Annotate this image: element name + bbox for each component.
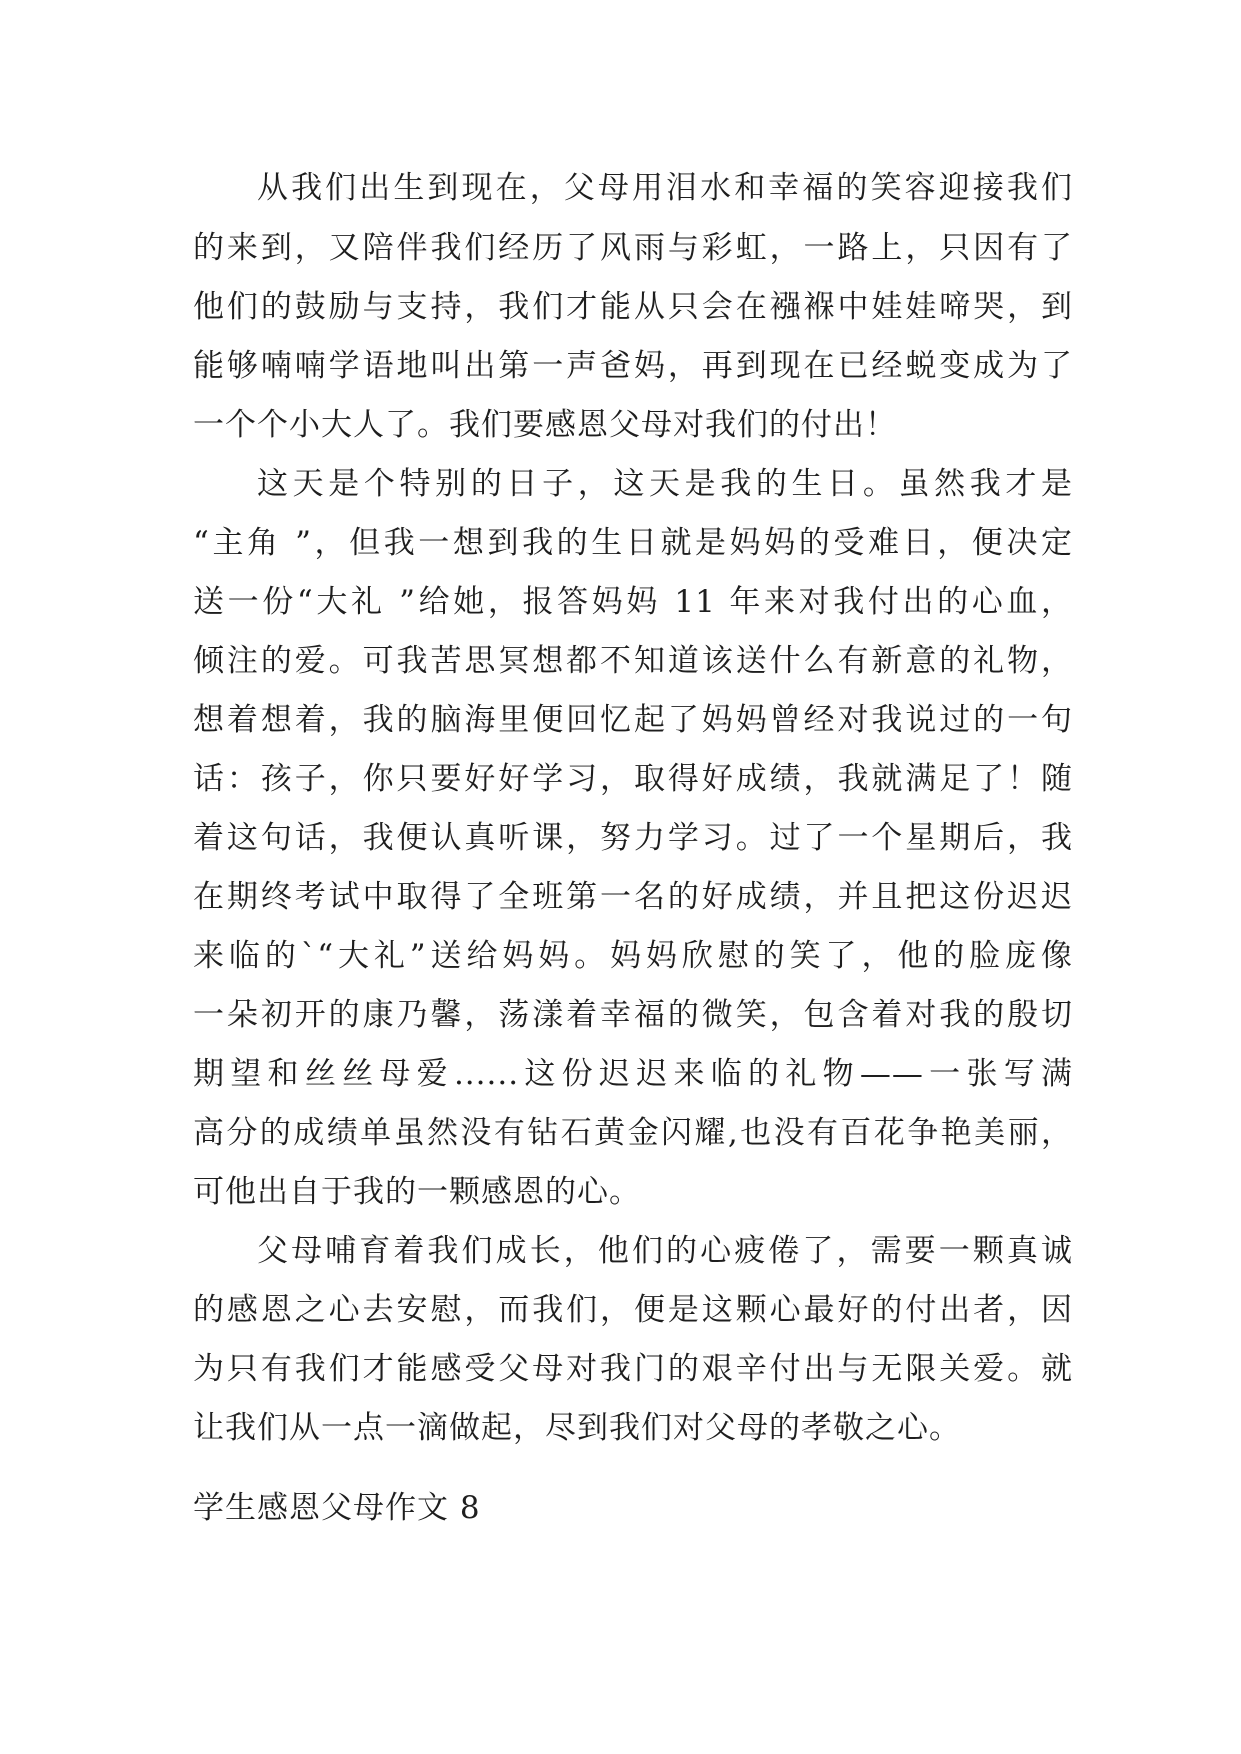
paragraph-2-line-5: 想着想着，我的脑海里便回忆起了妈妈曾经对我说过的一句 [193,702,1073,738]
paragraph-2-line-1: 这天是个特别的日子，这天是我的生日。虽然我才是 [257,466,1073,502]
paragraph-1-line-3: 他们的鼓励与支持，我们才能从只会在襁褓中娃娃啼哭，到 [193,289,1073,325]
paragraph-3-line-3: 为只有我们才能感受父母对我门的艰辛付出与无限关爱。就 [193,1351,1073,1387]
paragraph-2-line-10: 一朵初开的康乃馨，荡漾着幸福的微笑，包含着对我的殷切 [193,997,1073,1033]
paragraph-1-line-1: 从我们出生到现在，父母用泪水和幸福的笑容迎接我们 [257,170,1073,206]
paragraph-1-line-4: 能够喃喃学语地叫出第一声爸妈，再到现在已经蜕变成为了 [193,348,1073,384]
paragraph-1-line-5: 一个个小大人了。我们要感恩父母对我们的付出！ [193,407,897,443]
paragraph-3-line-2: 的感恩之心去安慰，而我们，便是这颗心最好的付出者，因 [193,1292,1073,1328]
paragraph-1-line-2: 的来到，又陪伴我们经历了风雨与彩虹，一路上，只因有了 [193,230,1073,266]
paragraph-2-line-2: “主角 ”，但我一想到我的生日就是妈妈的受难日，便决定 [193,525,1073,561]
paragraph-2-line-4: 倾注的爱。可我苦思冥想都不知道该送什么有新意的礼物， [193,643,1073,679]
paragraph-2-line-7: 着这句话，我便认真听课，努力学习。过了一个星期后，我 [193,820,1073,856]
section-heading: 学生感恩父母作文 8 [193,1490,481,1526]
paragraph-3-line-1: 父母哺育着我们成长，他们的心疲倦了，需要一颗真诚 [257,1233,1073,1269]
paragraph-3-line-4: 让我们从一点一滴做起，尽到我们对父母的孝敬之心。 [193,1410,961,1446]
paragraph-2-line-3: 送一份“大礼 ”给她，报答妈妈 11 年来对我付出的心血， [193,584,1073,620]
paragraph-2-line-11: 期望和丝丝母爱......这份迟迟来临的礼物——一张写满 [193,1056,1073,1092]
paragraph-2-line-9: 来临的`“大礼”送给妈妈。妈妈欣慰的笑了，他的脸庞像 [193,938,1073,974]
paragraph-2-line-8: 在期终考试中取得了全班第一名的好成绩，并且把这份迟迟 [193,879,1073,915]
paragraph-2-line-13: 可他出自于我的一颗感恩的心。 [193,1174,641,1210]
paragraph-2-line-12: 高分的成绩单虽然没有钻石黄金闪耀,也没有百花争艳美丽， [193,1115,1073,1151]
paragraph-2-line-6: 话：孩子，你只要好好学习，取得好成绩，我就满足了！随 [193,761,1073,797]
